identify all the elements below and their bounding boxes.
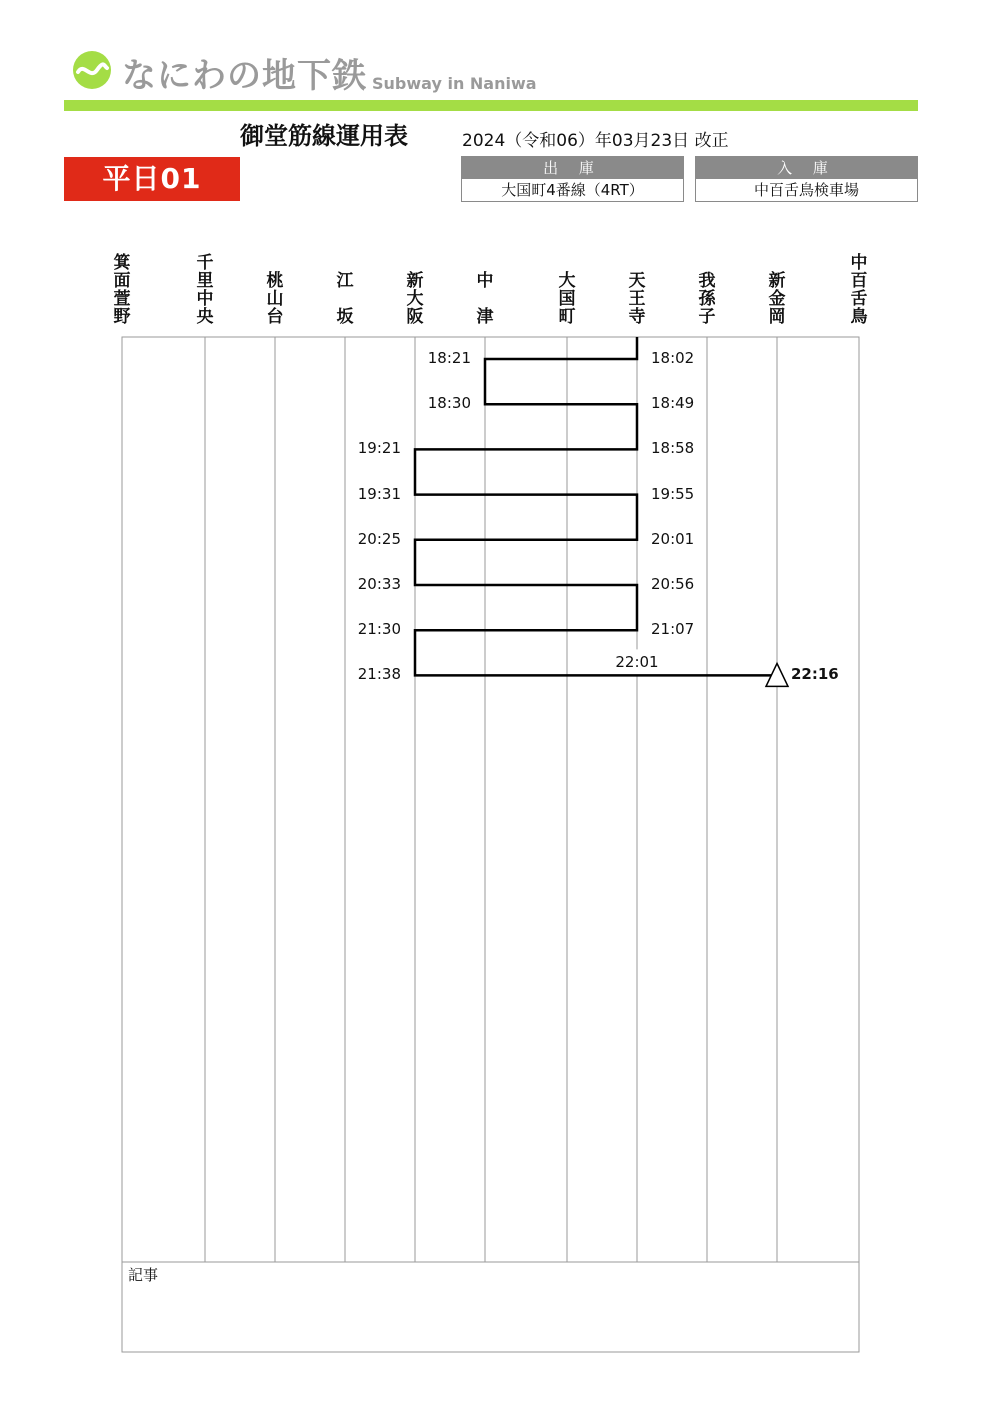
depot-in-label: 入 庫 [696, 157, 917, 179]
arrival-time: 22:16 [791, 665, 839, 684]
departure-time: 18:30 [427, 394, 471, 413]
brand-subtitle: Subway in Naniwa [372, 74, 537, 93]
station-name-daikokucho: 大 国 町 [558, 271, 576, 327]
pass-time: 22:01 [615, 653, 659, 672]
station-name-momoyama: 桃 山 台 [266, 271, 284, 327]
station-name-senri: 千 里 中 央 [196, 253, 214, 327]
arrival-time: 18:21 [427, 349, 471, 367]
arrival-time: 20:25 [357, 529, 401, 548]
arrival-time: 19:55 [651, 484, 695, 503]
arrival-time: 20:56 [651, 575, 695, 593]
station-name-shinkanaoka: 新 金 岡 [768, 271, 786, 327]
brand-name: なにわの地下鉄 [122, 56, 367, 96]
depot-out-box [461, 156, 684, 202]
grid-border [122, 337, 859, 1352]
departure-time: 20:33 [357, 575, 401, 593]
schedule-badge: 平日01 [64, 157, 240, 201]
arrival-time: 19:21 [357, 439, 401, 458]
station-name-esaka: 江 坂 [336, 271, 354, 327]
station-name-abiko: 我 孫 子 [698, 271, 716, 327]
departure-time: 21:38 [357, 665, 401, 684]
departure-time: 21:07 [651, 620, 695, 639]
station-name-shinosaka: 新 大 阪 [406, 271, 424, 327]
station-name-tennoji: 天 王 寺 [628, 271, 646, 327]
timetable-grid [122, 337, 859, 1352]
page-title: 御堂筋線運用表 [240, 122, 408, 150]
departure-time: 19:31 [357, 484, 401, 503]
train-route-path [415, 337, 788, 686]
depot-in-box [695, 156, 918, 202]
departure-time: 18:58 [651, 439, 695, 458]
route-line [415, 337, 777, 675]
depot-out-label: 出 庫 [462, 157, 683, 179]
departure-time: 20:01 [651, 529, 695, 548]
wave-circle-icon [73, 51, 111, 89]
station-name-nakatsu: 中 津 [476, 271, 494, 327]
departure-time: 18:02 [651, 349, 695, 367]
notes-label: 記事 [128, 1266, 159, 1284]
header-divider-bar [64, 100, 918, 111]
depot-out-value: 大国町4番線（4RT） [501, 181, 644, 199]
arrival-time: 18:49 [651, 394, 695, 413]
arrival-time: 21:30 [357, 620, 401, 639]
station-name-minoh: 箕 面 萱 野 [113, 253, 131, 327]
revision-date: 2024（令和06）年03月23日 改正 [462, 131, 729, 151]
station-name-nakamozu: 中 百 舌 鳥 [850, 253, 868, 327]
depot-in-value: 中百舌鳥検車場 [753, 181, 859, 199]
